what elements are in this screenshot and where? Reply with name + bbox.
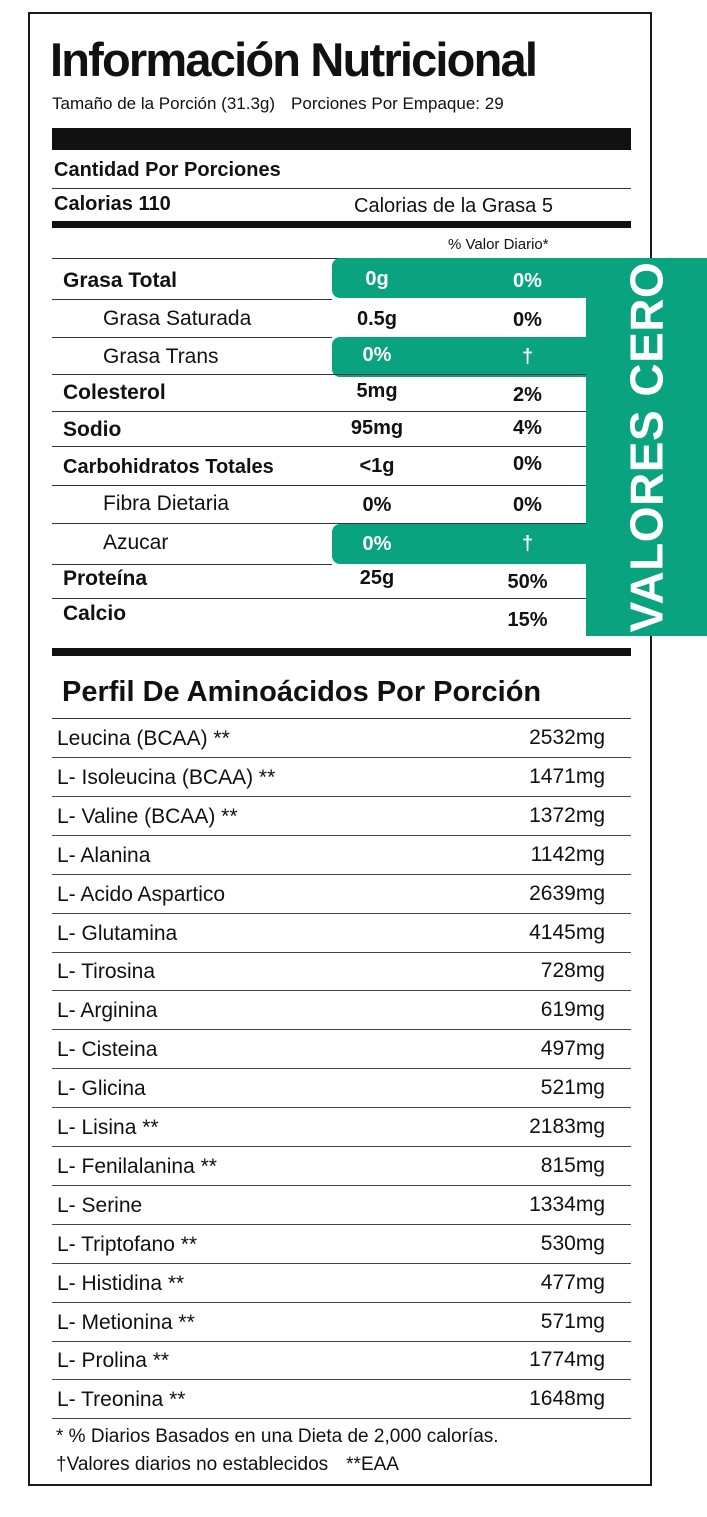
amino-acid-value: 2639mg: [529, 881, 605, 905]
calories: Calorias 110: [54, 193, 171, 215]
calories-from-fat: Calorias de la Grasa 5: [354, 195, 553, 217]
footnote-daily-basis: * % Diarios Basados en una Dieta de 2,000 calorías.: [56, 1426, 499, 1447]
amino-acid-value: 1142mg: [530, 842, 605, 866]
amino-acid-name: L- Glutamina: [57, 921, 178, 945]
amino-acid-row: [52, 1147, 631, 1186]
amino-acid-row: [52, 797, 631, 836]
amino-acid-name: L- Cisteina: [57, 1038, 158, 1062]
nutrient-daily-value: †: [521, 533, 534, 555]
nutrient-name: Grasa Total: [63, 269, 177, 292]
serving-info: [52, 94, 504, 114]
amino-acid-row: [52, 952, 631, 991]
serving-size: Tamaño de la Porción (31.3g): [52, 94, 276, 113]
amino-acid-value: 477mg: [540, 1270, 605, 1294]
amino-acid-row: [52, 1186, 631, 1225]
divider: [52, 374, 586, 375]
nutrient-name: Proteína: [63, 567, 148, 590]
nutrient-daily-value: 4%: [513, 417, 542, 439]
amino-acid-name: L- Serine: [57, 1193, 143, 1217]
amount-per-serving: Cantidad Por Porciones: [54, 159, 281, 181]
amino-acid-value: 728mg: [540, 959, 605, 983]
amino-acid-name: L- Isoleucina (BCAA) **: [57, 765, 276, 789]
nutrient-daily-value: 15%: [507, 609, 548, 631]
amino-acid-name: Leucina (BCAA) **: [57, 727, 230, 750]
divider: [52, 188, 631, 189]
nutrient-amount: <1g: [359, 455, 395, 477]
nutrient-name: Colesterol: [63, 381, 166, 404]
amino-acid-value: 619mg: [540, 998, 605, 1022]
amino-acid-row: [52, 1030, 631, 1069]
amino-acid-name: L- Fenilalanina **: [57, 1154, 217, 1178]
amino-acid-value: 497mg: [540, 1037, 605, 1061]
amino-acid-row: [52, 1069, 631, 1108]
footnote-not-established: [56, 1454, 399, 1476]
amino-acid-name: L- Arginina: [57, 999, 158, 1023]
medium-divider: [52, 221, 631, 228]
amino-acid-name: L- Valine (BCAA) **: [57, 804, 238, 828]
amino-acid-value: 521mg: [540, 1076, 605, 1100]
nutrient-amount: 0g: [365, 268, 389, 290]
divider: [52, 337, 332, 338]
nutrient-daily-value: 2%: [513, 384, 542, 406]
amino-acid-value: 1372mg: [529, 803, 605, 827]
nutrient-name: Azucar: [103, 531, 169, 554]
daily-value-header: % Valor Diario*: [448, 236, 549, 253]
divider: [52, 1418, 631, 1419]
amino-acid-name: L- Metionina **: [57, 1310, 195, 1334]
amino-acid-value: 1334mg: [529, 1192, 605, 1216]
amino-acid-row: [52, 836, 631, 875]
amino-acid-row: [52, 1380, 631, 1419]
divider: [52, 485, 586, 486]
thick-divider-amino: [52, 648, 631, 656]
amino-acid-row: [52, 1225, 631, 1264]
footnote-dagger-text: †Valores diarios no establecidos: [56, 1454, 329, 1475]
nutrient-amount: 0%: [362, 533, 392, 555]
nutrient-name: Calcio: [63, 602, 127, 625]
nutrient-daily-value: 0%: [513, 270, 542, 292]
nutrient-name: Grasa Trans: [103, 345, 219, 368]
amino-acid-row: [52, 991, 631, 1030]
nutrient-daily-value: 0%: [513, 453, 542, 475]
amino-acid-row: [52, 914, 631, 953]
divider: [52, 299, 332, 300]
amino-profile-title: Perfil De Aminoácidos Por Porción: [62, 676, 542, 708]
nutrient-amount: 0%: [362, 494, 392, 516]
amino-acid-name: L- Prolina **: [57, 1349, 170, 1373]
nutrient-name: Carbohidratos Totales: [63, 456, 274, 478]
amino-acid-row: [52, 719, 631, 758]
nutrient-amount: 0%: [362, 344, 392, 366]
amino-acid-name: L- Tirosina: [57, 960, 156, 984]
amino-acid-row: [52, 875, 631, 914]
divider: [52, 523, 586, 524]
nutrient-daily-value: 0%: [513, 494, 542, 516]
nutrient-amount: 5mg: [356, 380, 398, 402]
nutrient-amount: 25g: [359, 567, 395, 589]
amino-acid-value: 1648mg: [529, 1387, 605, 1411]
amino-acid-row: [52, 1264, 631, 1303]
amino-acid-name: L- Glicina: [57, 1077, 146, 1101]
amino-acid-row: [52, 1108, 631, 1147]
amino-acid-value: 4145mg: [529, 920, 605, 944]
amino-acid-row: [52, 1303, 631, 1342]
amino-acid-value: 530mg: [540, 1231, 605, 1255]
amino-acid-row: [52, 1341, 631, 1380]
nutrient-amount: [332, 598, 422, 632]
footnote-eaa: **EAA: [346, 1454, 399, 1475]
amino-acid-value: 815mg: [540, 1153, 605, 1177]
amino-acid-row: [52, 758, 631, 797]
amino-acid-name: L- Treonina **: [57, 1388, 186, 1412]
nutrient-name: Sodio: [63, 418, 122, 441]
amino-acid-value: 2183mg: [529, 1115, 605, 1138]
nutrient-daily-value: †: [521, 346, 534, 368]
servings-per-container: Porciones Por Empaque: 29: [291, 94, 504, 113]
nutrient-amount: 95mg: [350, 417, 404, 439]
nutrient-daily-value: 0%: [513, 309, 542, 331]
amino-acid-name: L- Alanina: [57, 843, 151, 867]
amino-acid-name: L- Lisina **: [57, 1116, 159, 1139]
zero-values-band-text: [586, 258, 707, 636]
amino-acid-value: 571mg: [540, 1309, 605, 1333]
amino-acid-name: L- Histidina **: [57, 1271, 185, 1295]
zero-values-label: VALORES CERO: [620, 261, 673, 633]
amino-acid-value: 1774mg: [529, 1348, 605, 1372]
thick-divider-top: [52, 128, 631, 150]
nutrient-daily-value: 50%: [507, 571, 548, 593]
amino-acid-value: 1471mg: [529, 764, 605, 788]
nutrient-name: Grasa Saturada: [103, 307, 252, 330]
label-title: Información Nutricional: [50, 33, 537, 86]
amino-acid-name: L- Triptofano **: [57, 1232, 198, 1256]
amino-acid-name: L- Acido Aspartico: [57, 882, 226, 906]
nutrient-amount: 0.5g: [356, 308, 398, 330]
nutrient-name: Fibra Dietaria: [103, 492, 230, 515]
amino-acid-value: 2532mg: [529, 726, 605, 749]
